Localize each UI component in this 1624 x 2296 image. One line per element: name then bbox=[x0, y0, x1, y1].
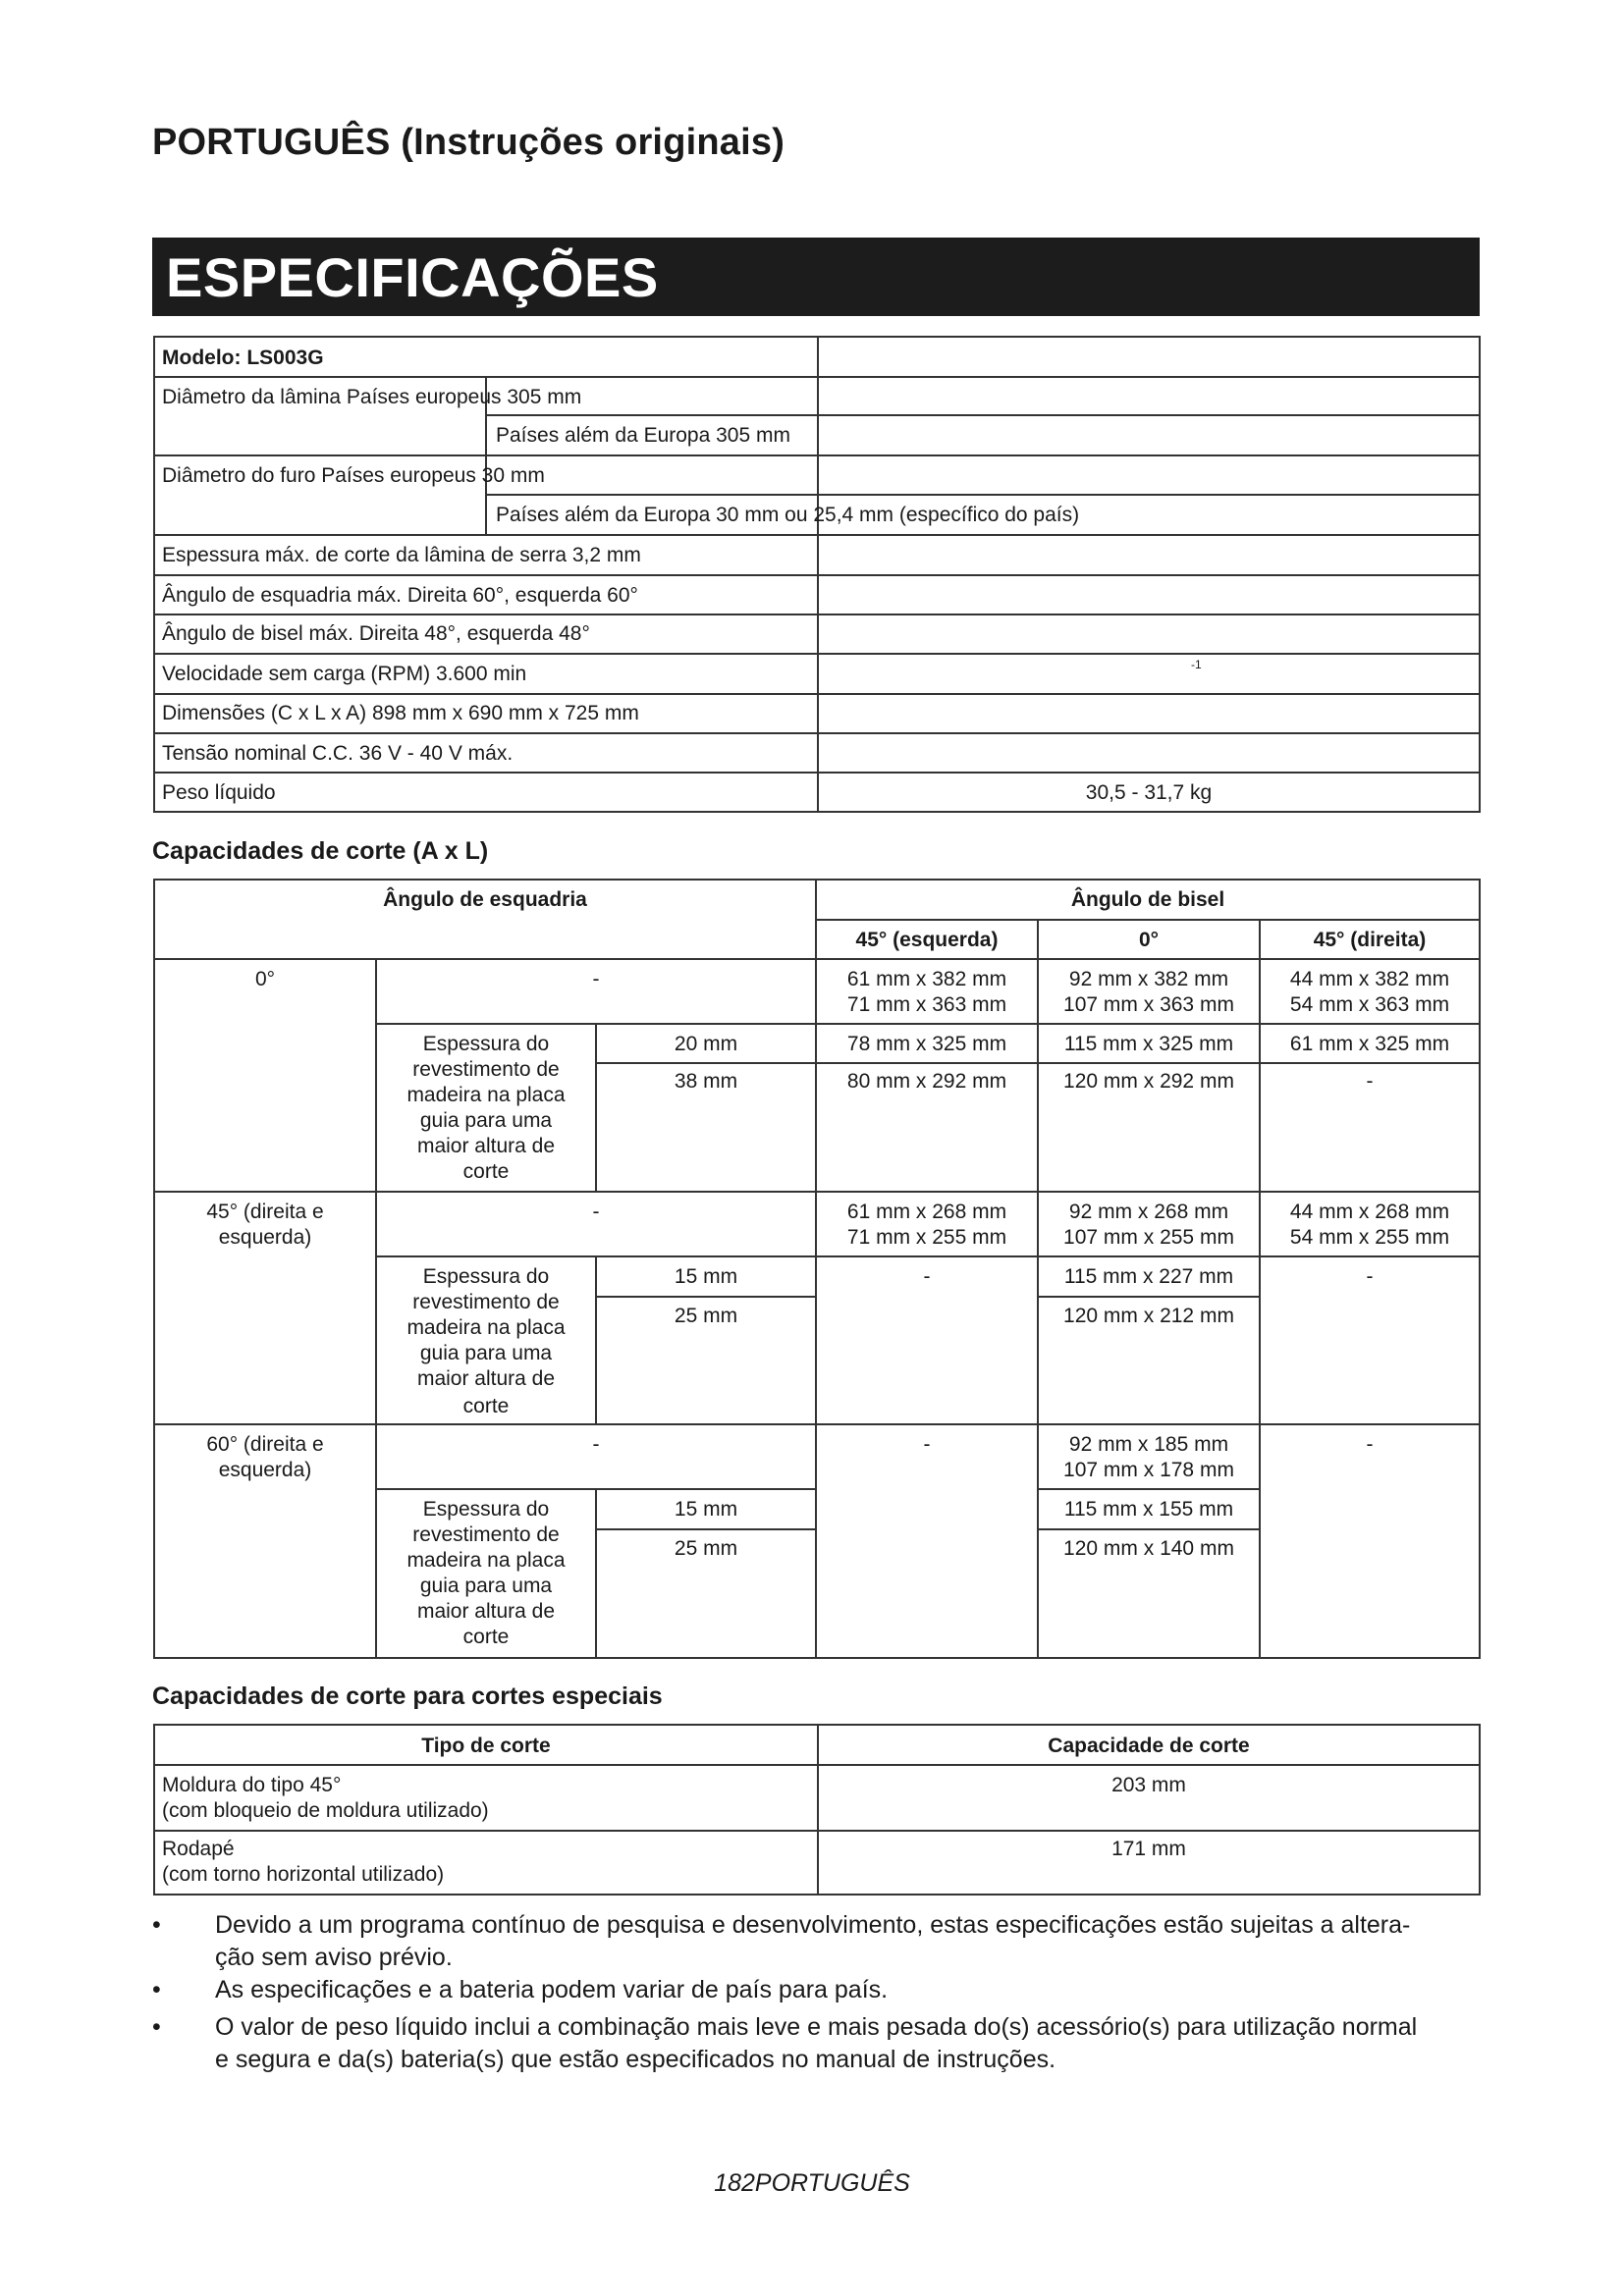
miter-angle-45-line1: 45° (direita e bbox=[206, 1201, 324, 1223]
special-cuts-title: Capacidades de corte para cortes especiais bbox=[152, 1682, 663, 1710]
page-title: PORTUGUÊS (Instruções originais) bbox=[152, 122, 785, 163]
miter45-facing-15mm: 15 mm bbox=[674, 1265, 738, 1288]
crown-molding-type-1: Moldura do tipo 45° bbox=[162, 1774, 342, 1796]
bullet-2: • bbox=[152, 1976, 161, 2003]
miter-angle-0: 0° bbox=[254, 968, 276, 990]
bullet-1: • bbox=[152, 1911, 161, 1939]
miter-angle-45-line2: esquerda) bbox=[218, 1226, 312, 1249]
miter-angle-60-line2: esquerda) bbox=[218, 1459, 312, 1481]
miter45-f25-zero: 120 mm x 212 mm bbox=[1063, 1305, 1234, 1327]
miter45-f15-zero: 115 mm x 227 mm bbox=[1063, 1265, 1234, 1288]
miter60-facing-label-6: corte bbox=[462, 1626, 510, 1648]
spec-kerf: Espessura máx. de corte da lâmina de serra 3,2 mm bbox=[162, 544, 641, 566]
miter0-zero-1: 92 mm x 382 mm bbox=[1068, 968, 1229, 990]
miter0-f38-zero: 120 mm x 292 mm bbox=[1063, 1070, 1234, 1093]
miter60-facing-15mm: 15 mm bbox=[674, 1498, 738, 1521]
note-3-line-2: e segura e da(s) bateria(s) que estão especificados no manual de instruções. bbox=[215, 2046, 1056, 2073]
bevel-left-header: 45° (esquerda) bbox=[855, 929, 999, 951]
miter45-right-2: 54 mm x 255 mm bbox=[1289, 1226, 1450, 1249]
miter45-facing-label-1: Espessura do bbox=[422, 1265, 550, 1288]
miter0-f38-left: 80 mm x 292 mm bbox=[846, 1070, 1007, 1093]
spec-speed-superscript: -1 bbox=[1191, 658, 1202, 671]
miter60-facing-label-1: Espessura do bbox=[422, 1498, 550, 1521]
miter-angle-header: Ângulo de esquadria bbox=[383, 888, 587, 911]
note-2-line-1: As especificações e a bateria podem variar de país para país. bbox=[215, 1976, 889, 2003]
miter45-f15-left: - bbox=[923, 1265, 931, 1288]
spec-net-weight-label: Peso líquido bbox=[162, 781, 276, 804]
miter60-base-dash: - bbox=[592, 1433, 600, 1456]
miter0-f38-right: - bbox=[1366, 1070, 1374, 1093]
cut-capacity-header: Capacidade de corte bbox=[1048, 1735, 1250, 1757]
miter0-facing-label-1: Espessura do bbox=[422, 1033, 550, 1055]
miter0-f20-zero: 115 mm x 325 mm bbox=[1063, 1033, 1234, 1055]
miter0-facing-label-4: guia para uma bbox=[419, 1109, 553, 1132]
miter60-right: - bbox=[1366, 1433, 1374, 1456]
miter60-f25-zero: 120 mm x 140 mm bbox=[1063, 1537, 1234, 1560]
miter0-facing-label-3: madeira na placa bbox=[406, 1084, 566, 1106]
bevel-right-header: 45° (direita) bbox=[1313, 929, 1427, 951]
miter0-right-1: 44 mm x 382 mm bbox=[1289, 968, 1450, 990]
miter60-zero-2: 107 mm x 178 mm bbox=[1063, 1459, 1234, 1481]
miter45-f15-right: - bbox=[1366, 1265, 1374, 1288]
crown-molding-type-2: (com bloqueio de moldura utilizado) bbox=[162, 1799, 489, 1822]
miter60-facing-label-5: maior altura de bbox=[416, 1600, 556, 1623]
spec-no-load-speed: Velocidade sem carga (RPM) 3.600 min bbox=[162, 663, 527, 685]
miter60-facing-label-4: guia para uma bbox=[419, 1575, 553, 1597]
miter60-facing-label-3: madeira na placa bbox=[406, 1549, 566, 1572]
miter0-left-1: 61 mm x 382 mm bbox=[846, 968, 1007, 990]
spec-bore-diameter: Diâmetro do furo Países europeus 30 mm bbox=[162, 464, 545, 487]
spec-blade-diameter: Diâmetro da lâmina Países europeus 305 mm bbox=[162, 386, 582, 408]
spec-miter-angle: Ângulo de esquadria máx. Direita 60°, esquerda 60° bbox=[162, 584, 638, 607]
spec-blade-diameter-other: Países além da Europa 305 mm bbox=[496, 424, 790, 447]
miter45-base-dash: - bbox=[592, 1201, 600, 1223]
miter45-facing-label-2: revestimento de bbox=[412, 1291, 560, 1313]
miter60-f15-zero: 115 mm x 155 mm bbox=[1063, 1498, 1234, 1521]
miter60-left: - bbox=[923, 1433, 931, 1456]
spec-model: Modelo: LS003G bbox=[162, 347, 324, 369]
baseboard-type-2: (com torno horizontal utilizado) bbox=[162, 1863, 445, 1886]
baseboard-type-1: Rodapé bbox=[162, 1838, 235, 1860]
spec-voltage: Tensão nominal C.C. 36 V - 40 V máx. bbox=[162, 742, 514, 765]
cut-type-header: Tipo de corte bbox=[421, 1735, 551, 1757]
miter0-zero-2: 107 mm x 363 mm bbox=[1063, 993, 1234, 1016]
spec-net-weight-value: 30,5 - 31,7 kg bbox=[1085, 781, 1213, 804]
miter0-f20-right: 61 mm x 325 mm bbox=[1289, 1033, 1450, 1055]
miter45-zero-2: 107 mm x 255 mm bbox=[1063, 1226, 1234, 1249]
miter0-base-dash: - bbox=[592, 968, 600, 990]
miter0-facing-label-6: corte bbox=[462, 1160, 510, 1183]
miter0-facing-label-5: maior altura de bbox=[416, 1135, 556, 1157]
miter45-left-2: 71 mm x 255 mm bbox=[846, 1226, 1007, 1249]
note-3-line-1: O valor de peso líquido inclui a combinação mais leve e mais pesada do(s) acessório(s) para utilização normal bbox=[215, 2013, 1418, 2041]
note-1-line-1: Devido a um programa contínuo de pesquisa e desenvolvimento, estas especificações estão sujeitas a altera- bbox=[215, 1911, 1411, 1939]
miter45-zero-1: 92 mm x 268 mm bbox=[1068, 1201, 1229, 1223]
miter0-f20-left: 78 mm x 325 mm bbox=[846, 1033, 1007, 1055]
miter0-right-2: 54 mm x 363 mm bbox=[1289, 993, 1450, 1016]
miter60-zero-1: 92 mm x 185 mm bbox=[1068, 1433, 1229, 1456]
miter60-facing-25mm: 25 mm bbox=[674, 1537, 738, 1560]
miter45-right-1: 44 mm x 268 mm bbox=[1289, 1201, 1450, 1223]
miter0-facing-label-2: revestimento de bbox=[412, 1058, 560, 1081]
miter60-facing-label-2: revestimento de bbox=[412, 1523, 560, 1546]
miter0-left-2: 71 mm x 363 mm bbox=[846, 993, 1007, 1016]
miter0-facing-38mm: 38 mm bbox=[674, 1070, 738, 1093]
miter0-facing-20mm: 20 mm bbox=[674, 1033, 738, 1055]
miter45-left-1: 61 mm x 268 mm bbox=[846, 1201, 1007, 1223]
spec-bore-diameter-other: Países além da Europa 30 mm ou 25,4 mm (específico do país) bbox=[496, 504, 1080, 526]
miter45-facing-label-5: maior altura de bbox=[416, 1367, 556, 1390]
section-title: ESPECIFICAÇÕES bbox=[166, 246, 659, 308]
crown-molding-capacity: 203 mm bbox=[1111, 1774, 1186, 1796]
capacities-title: Capacidades de corte (A x L) bbox=[152, 837, 489, 865]
miter45-facing-label-4: guia para uma bbox=[419, 1342, 553, 1364]
bevel-angle-header: Ângulo de bisel bbox=[1070, 888, 1225, 911]
page-footer: 182PORTUGUÊS bbox=[714, 2169, 910, 2197]
bevel-zero-header: 0° bbox=[1138, 929, 1160, 951]
miter-angle-60-line1: 60° (direita e bbox=[206, 1433, 324, 1456]
spec-dimensions: Dimensões (C x L x A) 898 mm x 690 mm x 725 mm bbox=[162, 702, 639, 724]
baseboard-capacity: 171 mm bbox=[1111, 1838, 1186, 1860]
spec-bevel-angle: Ângulo de bisel máx. Direita 48°, esquerda 48° bbox=[162, 622, 590, 645]
miter45-facing-label-3: madeira na placa bbox=[406, 1316, 566, 1339]
bullet-3: • bbox=[152, 2013, 161, 2041]
miter45-facing-25mm: 25 mm bbox=[674, 1305, 738, 1327]
note-1-line-2: ção sem aviso prévio. bbox=[215, 1944, 453, 1971]
miter45-facing-label-6: corte bbox=[462, 1395, 510, 1417]
